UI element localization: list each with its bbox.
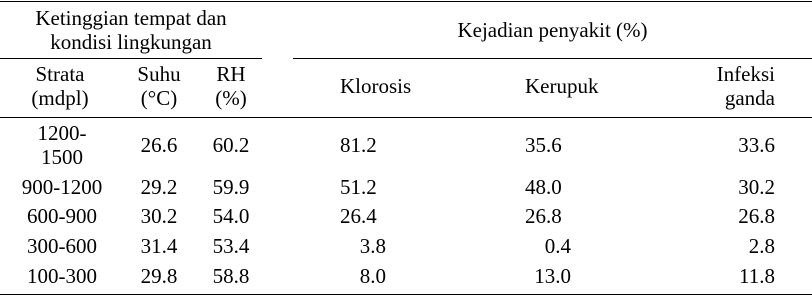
cell-strata-line-1: 1200- xyxy=(37,121,87,145)
cell-strata: 900-1200 xyxy=(21,175,103,199)
col-header-rh-line-1: RH xyxy=(216,62,246,86)
cell-suhu: 29.8 xyxy=(140,264,178,288)
cell-kerupuk: 26.8 xyxy=(525,204,562,228)
cell-strata: 300-600 xyxy=(27,234,97,258)
col-header-infeksi-line-1: Infeksi xyxy=(716,62,775,86)
col-header-strata xyxy=(10,62,110,110)
col-header-rh xyxy=(200,62,262,110)
cell-rh: 59.9 xyxy=(212,175,250,199)
group-header-location-line-1: Ketinggian tempat dan xyxy=(35,6,227,30)
cell-rh: 58.8 xyxy=(212,264,250,288)
col-header-klorosis-label: Klorosis xyxy=(340,74,412,98)
cell-klorosis: 3.8 xyxy=(359,234,386,258)
top-rule xyxy=(0,1,812,2)
cell-rh: 54.0 xyxy=(212,204,250,228)
col-header-suhu-line-2: (°C) xyxy=(140,86,178,110)
cell-suhu: 26.6 xyxy=(140,133,178,157)
bottom-rule xyxy=(0,294,812,295)
col-header-kerupuk xyxy=(525,74,598,98)
cell-suhu: 30.2 xyxy=(140,204,178,228)
cell-infeksi: 30.2 xyxy=(738,175,775,199)
group-header-disease-label: Kejadian penyakit (%) xyxy=(457,18,648,42)
col-header-rh-line-2: (%) xyxy=(215,86,247,110)
group1-rule xyxy=(0,58,262,59)
cell-kerupuk: 35.6 xyxy=(525,133,562,157)
cell-rh: 60.2 xyxy=(212,133,250,157)
col-header-suhu-line-1: Suhu xyxy=(137,62,181,86)
cell-infeksi: 11.8 xyxy=(739,264,775,288)
cell-strata xyxy=(0,121,124,169)
cell-suhu: 31.4 xyxy=(140,234,178,258)
cell-infeksi: 33.6 xyxy=(738,133,775,157)
cell-klorosis: 26.4 xyxy=(340,204,377,228)
col-header-kerupuk-label: Kerupuk xyxy=(525,74,599,98)
cell-klorosis: 81.2 xyxy=(340,133,377,157)
cell-strata: 100-300 xyxy=(27,264,97,288)
cell-kerupuk: 0.4 xyxy=(544,234,571,258)
cell-kerupuk: 48.0 xyxy=(525,175,562,199)
col-header-infeksi xyxy=(680,62,775,110)
cell-rh: 53.4 xyxy=(212,234,250,258)
col-header-suhu xyxy=(125,62,193,110)
group-header-location-line-2: kondisi lingkungan xyxy=(50,30,212,54)
cell-klorosis: 51.2 xyxy=(340,175,377,199)
cell-strata: 600-900 xyxy=(27,204,97,228)
col-header-klorosis xyxy=(340,74,411,98)
cell-infeksi: 2.8 xyxy=(748,234,775,258)
col-header-strata-line-2: (mdpl) xyxy=(31,86,89,110)
group2-rule xyxy=(293,58,812,59)
cell-kerupuk: 13.0 xyxy=(534,264,571,288)
group-header-location xyxy=(0,6,262,54)
group-header-disease xyxy=(293,18,812,42)
cell-klorosis: 8.0 xyxy=(359,264,386,288)
cell-suhu: 29.2 xyxy=(140,175,178,199)
cell-infeksi: 26.8 xyxy=(738,204,775,228)
col-header-strata-line-1: Strata xyxy=(35,62,85,86)
header-bottom-rule xyxy=(0,117,812,118)
col-header-infeksi-line-2: ganda xyxy=(724,86,775,110)
cell-strata-line-2: 1500 xyxy=(41,145,83,169)
